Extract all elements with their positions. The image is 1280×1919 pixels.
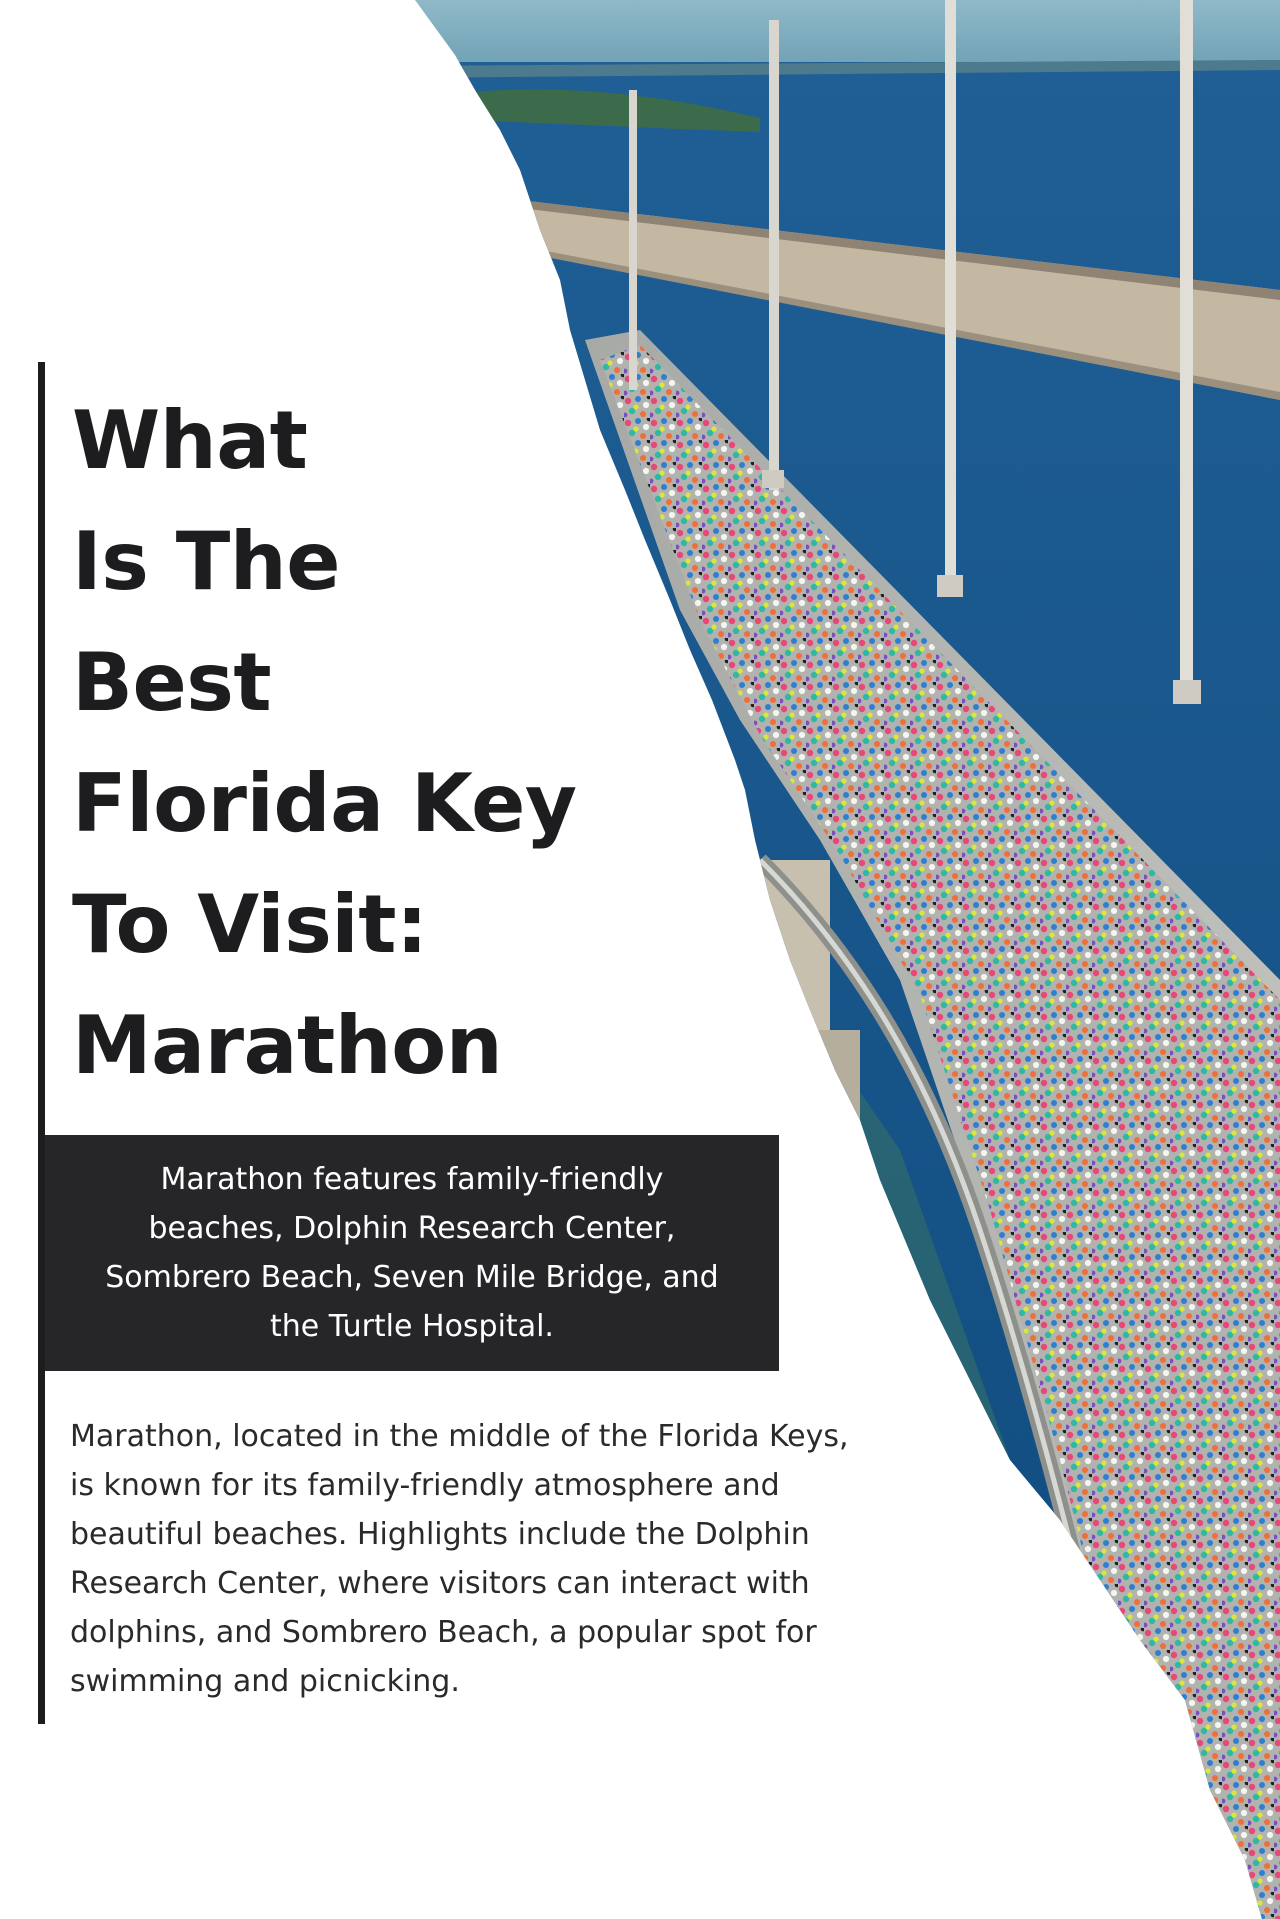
summary-callout-box bbox=[45, 1135, 779, 1371]
callout-line: Sombrero Beach, Seven Mile Bridge, and bbox=[105, 1260, 719, 1295]
body-line: Research Center, where visitors can interact with bbox=[70, 1566, 810, 1601]
description-paragraph bbox=[70, 1412, 950, 1706]
callout-line: beaches, Dolphin Research Center, bbox=[148, 1211, 676, 1246]
body-line: dolphins, and Sombrero Beach, a popular spot for bbox=[70, 1615, 817, 1650]
body-line: Marathon, located in the middle of the Florida Keys, bbox=[70, 1419, 849, 1454]
accent-vertical-rule bbox=[38, 362, 45, 1724]
callout-line: Marathon features family-friendly bbox=[160, 1162, 664, 1197]
headline-line: What bbox=[72, 394, 308, 487]
headline-title bbox=[72, 380, 592, 1106]
headline-line: Marathon bbox=[72, 999, 503, 1092]
headline-line: Is The bbox=[72, 515, 341, 608]
body-line: beautiful beaches. Highlights include the Dolphin bbox=[70, 1517, 810, 1552]
headline-line: To Visit: bbox=[72, 878, 428, 971]
body-line: is known for its family-friendly atmosphere and bbox=[70, 1468, 780, 1503]
headline-line: Florida Key bbox=[72, 757, 577, 850]
callout-line: the Turtle Hospital. bbox=[270, 1309, 554, 1344]
summary-callout-text bbox=[105, 1155, 718, 1351]
headline-line: Best bbox=[72, 636, 272, 729]
body-line: swimming and picnicking. bbox=[70, 1664, 460, 1699]
